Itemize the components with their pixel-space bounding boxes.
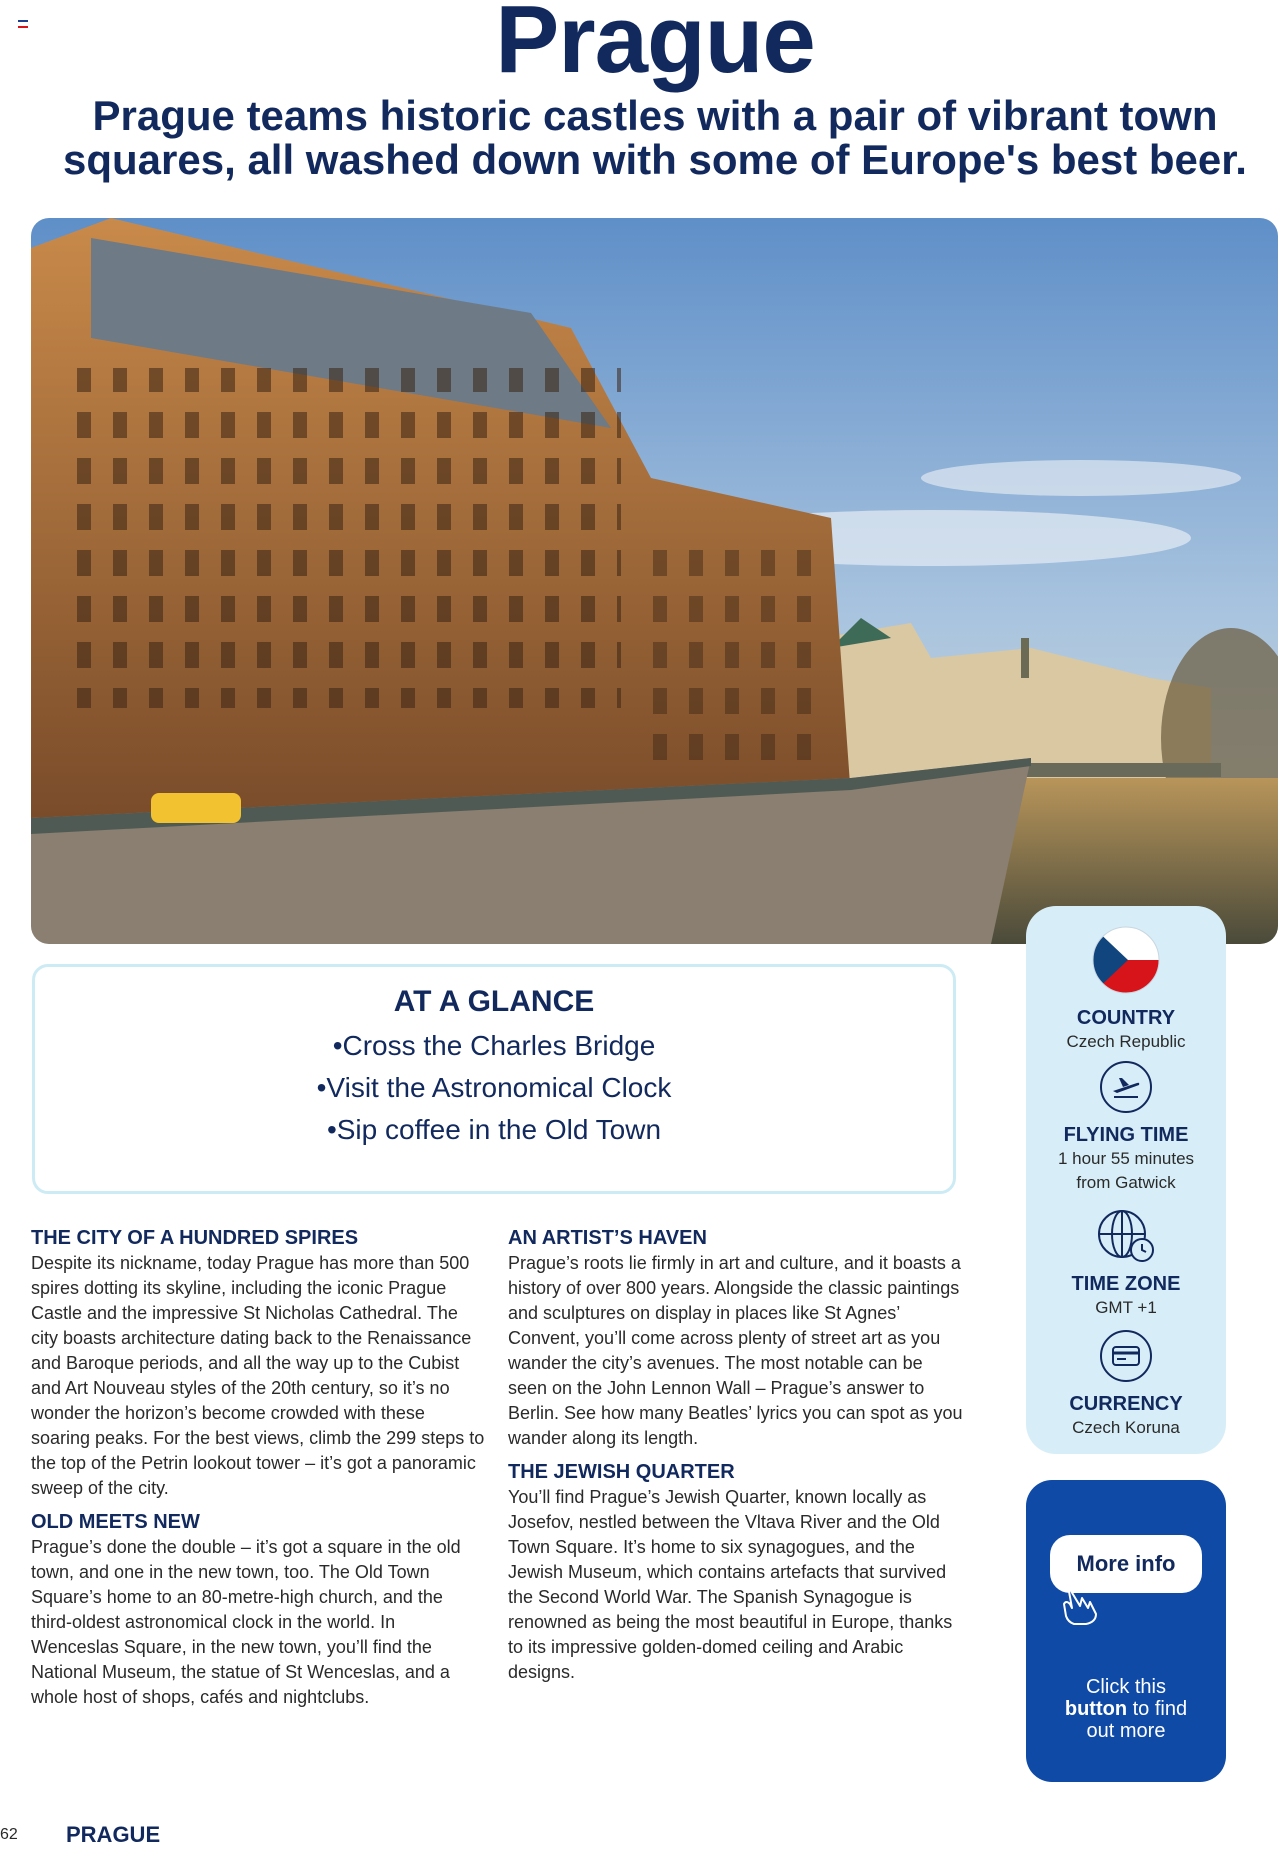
facts-sidebar bbox=[1026, 906, 1226, 1454]
more-info-panel bbox=[1026, 1480, 1226, 1782]
list-item: • Sip coffee in the Old Town bbox=[35, 1109, 953, 1151]
currency-value: Czech Koruna bbox=[1072, 1418, 1180, 1437]
flying-time-value-line1: 1 hour 55 minutes bbox=[1057, 1149, 1195, 1168]
hint-line2: to find bbox=[1127, 1698, 1188, 1720]
at-a-glance-list bbox=[35, 1025, 953, 1151]
flying-time-value-line2: from Gatwick bbox=[1076, 1173, 1176, 1192]
hint-bold: button bbox=[1064, 1698, 1128, 1720]
list-item: • Visit the Astronomical Clock bbox=[35, 1067, 953, 1109]
more-info-hint bbox=[1026, 1676, 1226, 1742]
section-heading-jewish-quarter: THE JEWISH QUARTER bbox=[508, 1461, 735, 1483]
airplane-icon bbox=[1100, 1061, 1152, 1113]
footer-section-name: PRAGUE bbox=[66, 1822, 161, 1847]
time-zone-label: TIME ZONE bbox=[1071, 1273, 1181, 1295]
list-item: • Cross the Charles Bridge bbox=[35, 1025, 953, 1067]
more-info-button[interactable]: More info bbox=[1050, 1535, 1202, 1593]
article-column-left bbox=[31, 1226, 486, 1719]
section-body-jewish-quarter: You’ll find Prague’s Jewish Quarter, known locally as Josefov, nestled between the Vltava River and the Old Town Square. It’s home to six synagogues, and the Jewish Museum, which contains artefacts that survived the Second World War. The Spanish Synagogue is renowned as being the most beautiful in Europe, thanks to its impressive golden-domed ceiling and Arabic designs. bbox=[508, 1487, 953, 1682]
fact-time-zone bbox=[1026, 1208, 1226, 1320]
fact-flying-time bbox=[1026, 1061, 1226, 1195]
article-column-right bbox=[508, 1226, 963, 1694]
at-a-glance-heading: AT A GLANCE bbox=[393, 985, 595, 1018]
currency-label: CURRENCY bbox=[1069, 1393, 1183, 1415]
hint-line3: out more bbox=[1086, 1720, 1166, 1742]
czech-flag-icon bbox=[1092, 926, 1160, 994]
time-zone-value: GMT +1 bbox=[1095, 1298, 1157, 1317]
fact-currency bbox=[1026, 1330, 1226, 1440]
card-icon bbox=[1100, 1330, 1152, 1382]
section-body-artists-haven: Prague’s roots lie firmly in art and culture, and it boasts a history of over 800 years. Alongside the classic paintings and sculptures on display in places like St Agnes’ Convent, you’ll come across plenty of street art as you wander the city’s avenues. The most notable can be seen on the John Lennon Wall – Prague’s answer to Berlin. See how many Beatles’ lyrics you can spot as you wander along its length. bbox=[508, 1253, 963, 1448]
page-subtitle: Prague teams historic castles with a pair of vibrant town squares, all washed down with some of Europe's best beer. bbox=[63, 92, 1247, 183]
at-a-glance-box bbox=[32, 964, 956, 1194]
page-number: 62 bbox=[0, 1826, 18, 1843]
section-body-old-meets-new: Prague’s done the double – it’s got a square in the old town, and one in the new town, too. The Old Town Square’s home to an 80-metre-high church, and the third-oldest astronomical clock in the world. In Wenceslas Square, in the new town, you’ll find the National Museum, the statue of St Wenceslas, and a whole host of shops, cafés and nightclubs. bbox=[31, 1537, 461, 1707]
fact-country bbox=[1026, 926, 1226, 1054]
country-value: Czech Republic bbox=[1066, 1032, 1186, 1051]
globe-clock-icon bbox=[1096, 1208, 1156, 1264]
page-title: Prague bbox=[495, 0, 815, 93]
hero-photo bbox=[31, 218, 1278, 944]
country-label: COUNTRY bbox=[1076, 1007, 1176, 1029]
hint-line1: Click this bbox=[1085, 1676, 1166, 1698]
section-heading-old-meets-new: OLD MEETS NEW bbox=[31, 1511, 200, 1533]
section-heading-city-spires: THE CITY OF A HUNDRED SPIRES bbox=[31, 1227, 359, 1249]
section-body-city-spires: Despite its nickname, today Prague has more than 500 spires dotting its skyline, including the iconic Prague Castle and the impressive St Nicholas Cathedral. The city boasts architecture dating back to the Renaissance and Baroque periods, and all the way up to the Cubist and Art Nouveau styles of the 20th century, so it’s no wonder the horizon’s become crowded with these soaring peaks. For the best views, climb the 299 steps to the top of the Petrin lookout tower – it’s got a panoramic sweep of the city. bbox=[31, 1253, 485, 1498]
section-heading-artists-haven: AN ARTIST’S HAVEN bbox=[508, 1227, 707, 1249]
pointing-hand-icon bbox=[1060, 1582, 1100, 1631]
flying-time-label: FLYING TIME bbox=[1063, 1124, 1189, 1146]
